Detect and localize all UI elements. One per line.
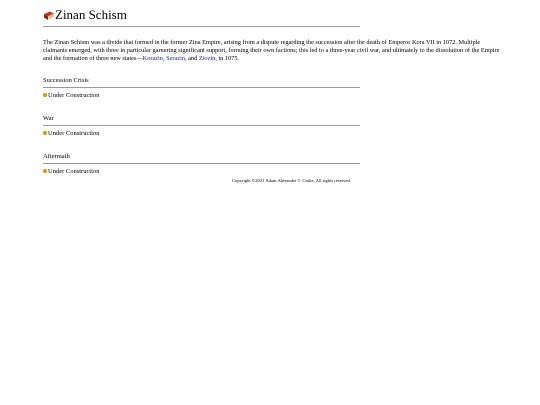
section-heading-aftermath: Aftermath [43,153,360,164]
link-serazin[interactable]: Serazin [166,54,185,62]
book-icon [43,9,55,21]
page-title: Zinan Schism [55,7,127,22]
intro-separator: , [162,54,167,62]
section-heading-war: War [43,115,360,126]
construction-icon [43,169,47,173]
link-korazin[interactable]: Korazin [142,54,163,62]
intro-paragraph [43,39,501,62]
section-item-label: Under Construction [48,130,100,137]
section-item [43,92,99,100]
intro-text-end: , in 1075. [215,54,240,62]
section-heading-succession-crisis: Succession Crisis [43,77,360,88]
construction-icon [43,93,47,97]
section-item-label: Under Construction [48,168,100,175]
section-item-label: Under Construction [48,92,100,99]
section-item [43,130,99,138]
copyright-notice: Copyright ©2021 Adam Alexander T. Croke. All rights reserved. [231,178,352,183]
intro-text: The Zinan Schism was a divide that formed in the former Zina Empire, arising from a dispute regarding the succession after the death of Emperor Kora VII in 1072. Multiple claimants emerged, with three in particular garnering significant support, forming their own factions; this led to a three-year civil war, and ultimately to the dissolution of the Empire and the formation of three new states— [43,39,500,62]
section-item [43,168,99,176]
link-ziozin[interactable]: Ziozin [198,54,216,62]
page-header [43,7,360,27]
intro-separator: , and [185,54,199,62]
construction-icon [43,131,47,135]
